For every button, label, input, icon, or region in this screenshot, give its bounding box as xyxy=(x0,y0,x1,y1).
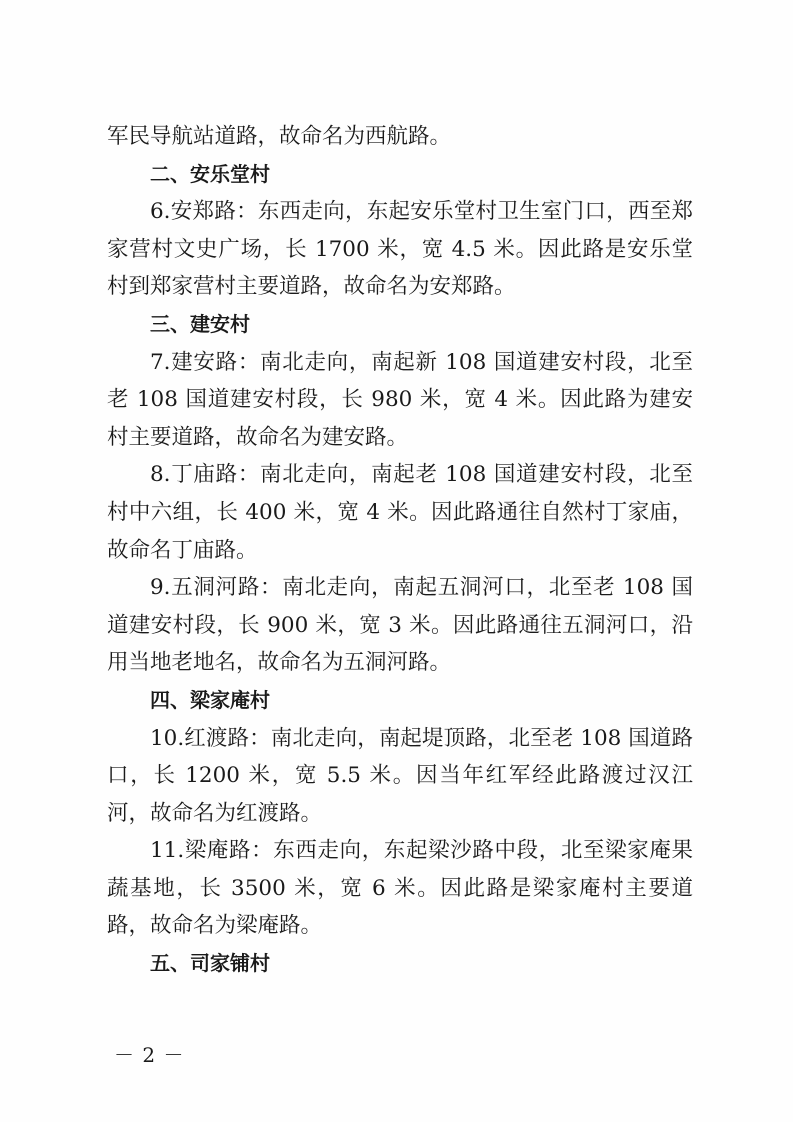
document-body xyxy=(107,118,693,983)
section-heading-liangjiaan: 四、梁家庵村 xyxy=(150,687,270,712)
paragraph-continuation: 军民导航站道路，故命名为西航路。 xyxy=(107,124,452,149)
paragraph-anzheng-road: 6.安郑路：东西走向，东起安乐堂村卫生室门口，西至郑家营村文史广场，长 1700 米，宽 4.5 米。因此路是安乐堂村到郑家营村主要道路，故命名为安郑路。 xyxy=(107,199,693,300)
section-heading-sijiapu: 五、司家铺村 xyxy=(150,951,270,976)
section-heading-jianan: 三、建安村 xyxy=(150,311,250,336)
paragraph-dingmiao-road: 8.丁庙路：南北走向，南起老 108 国道建安村段，北至村中六组，长 400 米，宽 4 米。因此路通往自然村丁家庙，故命名丁庙路。 xyxy=(107,462,693,563)
paragraph-wudonghe-road: 9.五洞河路：南北走向，南起五洞河口，北至老 108 国道建安村段，长 900 米，宽 3 米。因此路通往五洞河口，沿用当地老地名，故命名为五洞河路。 xyxy=(107,575,693,676)
page-number: － 2 － xyxy=(114,1043,185,1067)
section-heading-anletang: 二、安乐堂村 xyxy=(150,161,270,186)
paragraph-jianan-road: 7.建安路：南北走向，南起新 108 国道建安村段，北至老 108 国道建安村段，长 980 米，宽 4 米。因此路为建安村主要道路，故命名为建安路。 xyxy=(107,349,693,450)
paragraph-liangan-road: 11.梁庵路：东西走向，东起梁沙路中段，北至梁家庵果蔬基地，长 3500 米，宽 6 米。因此路是梁家庵村主要道路，故命名为梁庵路。 xyxy=(107,838,693,939)
paragraph-hongdu-road: 10.红渡路：南北走向，南起堤顶路，北至老 108 国道路口，长 1200 米，宽 5.5 米。因当年红军经此路渡过汉江河，故命名为红渡路。 xyxy=(107,725,693,826)
